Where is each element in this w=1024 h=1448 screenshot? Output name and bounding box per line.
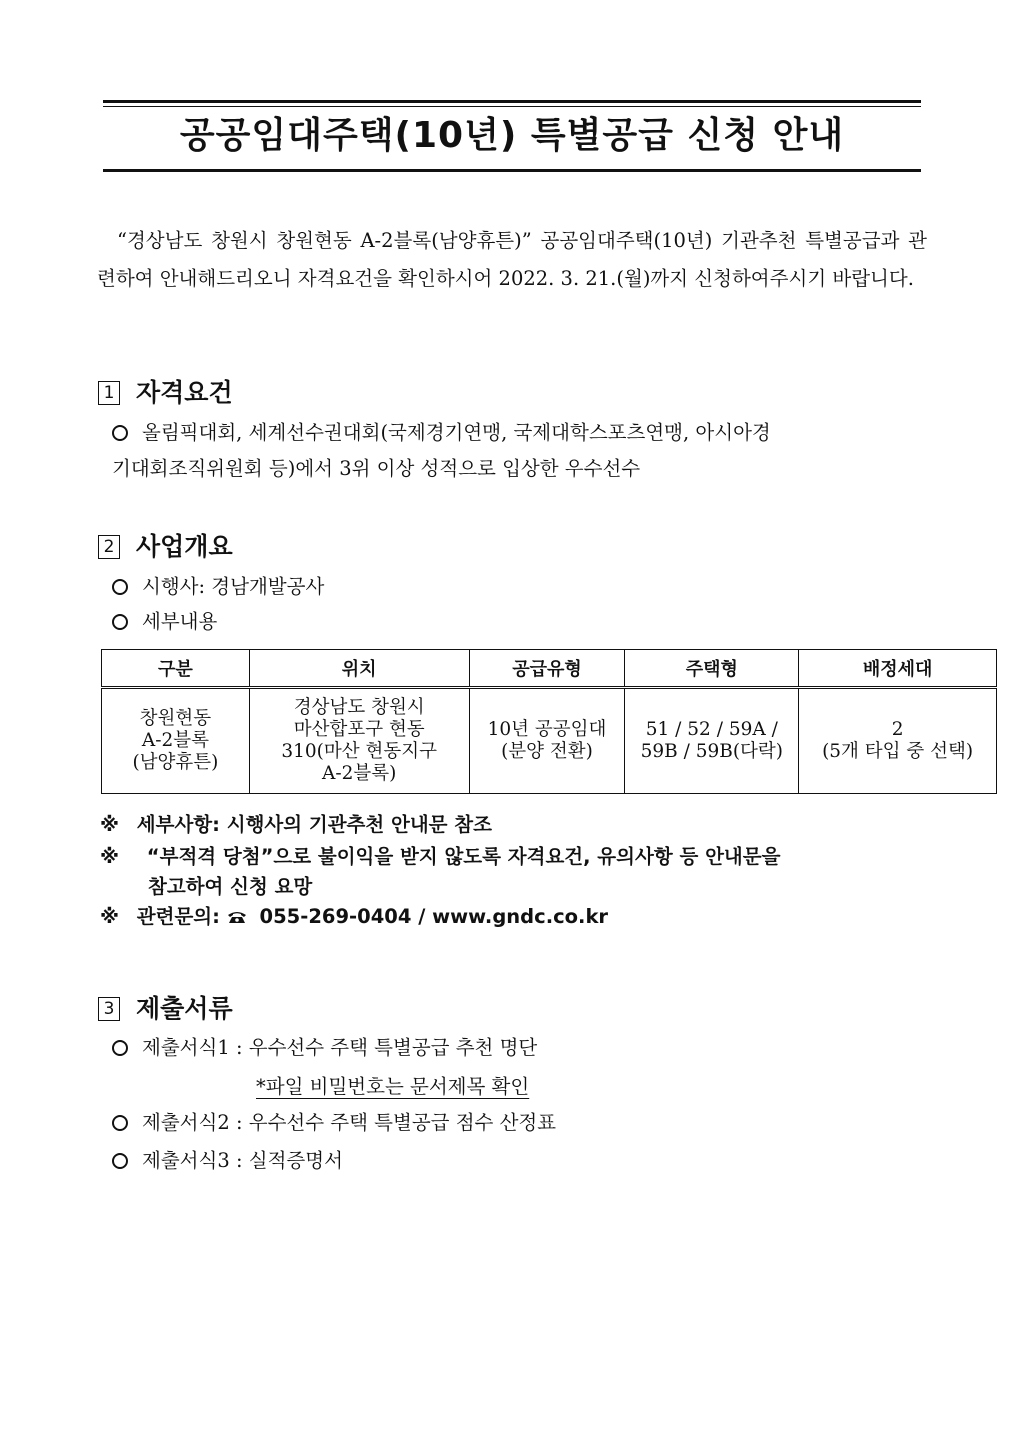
cell-line: (남양휴튼)	[132, 752, 219, 773]
telephone-icon	[227, 910, 247, 924]
note-text-continued: 참고하여 신청 요망	[148, 875, 313, 898]
contact-separator: /	[411, 905, 433, 928]
submission-form-1	[112, 1031, 537, 1065]
bullet-text: 올림픽대회, 세계선수권대회(국제경기연맹, 국제대학스포츠연맹, 아시아경	[142, 421, 771, 444]
contact-phone[interactable]: 055-269-0404	[259, 905, 412, 928]
circle-bullet-icon	[112, 1153, 128, 1169]
note-mark: ※	[100, 845, 119, 868]
section-2-heading	[98, 532, 233, 562]
section-title: 사업개요	[136, 532, 233, 561]
header-supply-type: 공급유형	[469, 650, 625, 688]
contact-label: 관련문의:	[136, 905, 220, 928]
cell-line: A-2블록	[141, 730, 209, 751]
table-row	[102, 688, 997, 794]
cell-division	[102, 688, 250, 794]
circle-bullet-icon	[112, 1040, 128, 1056]
title-rule-top	[103, 100, 921, 103]
title-box	[103, 100, 921, 172]
circle-bullet-icon	[112, 425, 128, 441]
header-housing-type: 주택형	[625, 650, 799, 688]
note-mark: ※	[100, 905, 119, 928]
cell-supply-type	[469, 688, 625, 794]
cell-housing-type	[625, 688, 799, 794]
note-text: “부적격 당첨”으로 불이익을 받지 않도록 자격요건, 유의사항 등 안내문을	[146, 845, 781, 868]
bullet-text: 시행사: 경남개발공사	[142, 575, 325, 598]
intro-paragraph: “경상남도 창원시 창원현동 A-2블록(남양휴튼)” 공공임대주택(10년) 기관추천 특별공급과 관련하여 안내해드리오니 자격요건을 확인하시어 2022. 3. 21.(월)까지 신청하여주시기 바랍니다.	[97, 229, 927, 290]
submission-form-2	[112, 1106, 556, 1140]
section-number-box: 3	[98, 997, 120, 1021]
note-details	[100, 810, 930, 840]
section-3-heading	[98, 994, 233, 1024]
cell-line: 10년 공공임대	[487, 719, 607, 740]
form-text: 우수선수 주택 특별공급 점수 산정표	[248, 1111, 557, 1134]
cell-line: 창원현동	[139, 708, 212, 729]
cell-line: 경상남도 창원시	[293, 697, 425, 718]
note-text: 세부사항: 시행사의 기관추천 안내문 참조	[136, 813, 492, 836]
title-rule-bottom	[103, 169, 921, 172]
title-rule-top-thin	[103, 106, 921, 107]
cell-line: 59B / 59B(다락)	[640, 741, 784, 762]
form-text: 실적증명서	[248, 1149, 343, 1172]
form-text: 우수선수 주택 특별공급 추천 명단	[248, 1036, 538, 1059]
cell-allocation	[799, 688, 997, 794]
form-label: 제출서식1	[142, 1036, 230, 1059]
password-note: *파일 비밀번호는 문서제목 확인	[256, 1075, 530, 1098]
cell-line: 310(마산 현동지구	[281, 741, 438, 762]
submission-form-3	[112, 1144, 343, 1178]
section-number-box: 1	[98, 381, 120, 405]
form-separator: :	[229, 1036, 249, 1059]
circle-bullet-icon	[112, 579, 128, 595]
note-warning	[100, 842, 930, 902]
cell-line: A-2블록)	[322, 763, 397, 784]
header-division: 구분	[102, 650, 250, 688]
header-location: 위치	[249, 650, 469, 688]
section-1-heading	[98, 378, 233, 408]
eligibility-bullet-continued: 기대회조직위원회 등)에서 3위 이상 성적으로 입상한 우수선수	[112, 457, 641, 480]
cell-line: (5개 타입 중 선택)	[822, 741, 974, 762]
section-number-box: 2	[98, 535, 120, 559]
table-header-row	[102, 650, 997, 688]
contact-website-link[interactable]: www.gndc.co.kr	[432, 905, 609, 928]
form-separator: :	[229, 1111, 249, 1134]
note-contact	[100, 902, 930, 932]
eligibility-bullet	[112, 416, 771, 450]
cell-line: 51 / 52 / 59A /	[645, 719, 778, 740]
operator-bullet	[112, 570, 324, 604]
cell-line: (분양 전환)	[501, 741, 593, 762]
section-title: 자격요건	[136, 378, 233, 407]
form-label: 제출서식3	[142, 1149, 230, 1172]
bullet-text: 세부내용	[142, 610, 218, 633]
cell-line: 마산합포구 현동	[293, 719, 425, 740]
header-allocation: 배정세대	[799, 650, 997, 688]
cell-line: 2	[891, 719, 904, 740]
page-title: 공공임대주택(10년) 특별공급 신청 안내	[179, 115, 845, 156]
project-details-table	[101, 649, 997, 794]
details-bullet	[112, 605, 217, 639]
form-label: 제출서식2	[142, 1111, 230, 1134]
circle-bullet-icon	[112, 614, 128, 630]
circle-bullet-icon	[112, 1115, 128, 1131]
form-separator: :	[229, 1149, 249, 1172]
note-mark: ※	[100, 813, 119, 836]
section-title: 제출서류	[136, 994, 233, 1023]
cell-location	[249, 688, 469, 794]
